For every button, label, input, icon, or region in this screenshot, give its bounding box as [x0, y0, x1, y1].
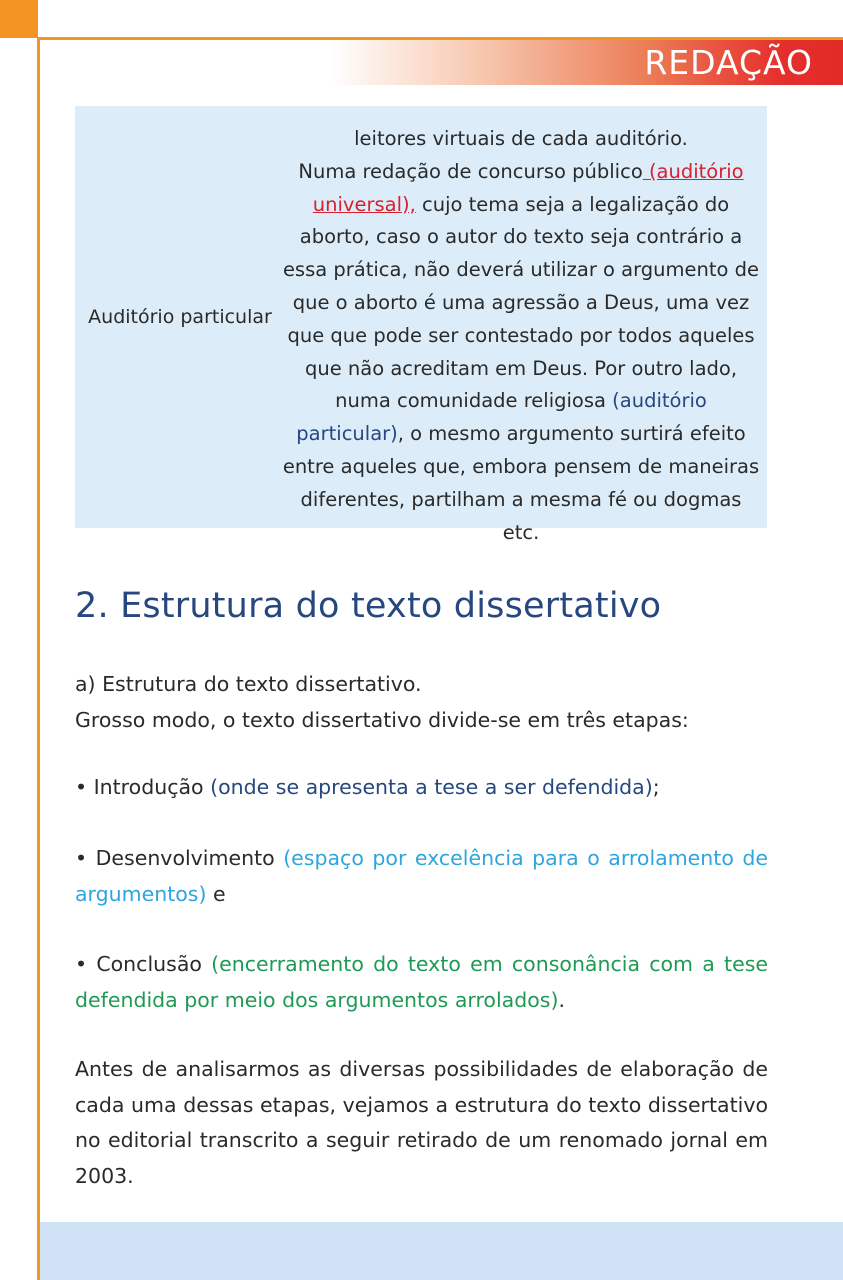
auditorio-universal-highlight: (auditório universal), — [312, 159, 744, 216]
section-header-bar — [330, 40, 843, 85]
bullet-conclusao — [75, 947, 768, 1018]
bullet-term: Conclusão — [96, 952, 212, 976]
section-heading: 2. Estrutura do texto dissertativo — [75, 586, 662, 626]
bullet-desc: (onde se apresenta a tese a ser defendida) — [210, 775, 653, 799]
bullet-term: Desenvolvimento — [95, 846, 284, 870]
bullet-tail: . — [558, 987, 565, 1012]
p2-text-c: , o mesmo argumento surtirá efeito entre aqueles que, embora pensem de maneiras diferentes, partilham a mesma fé ou dogmas etc. — [282, 422, 760, 544]
corner-accent — [0, 0, 38, 38]
bullet-tail: e — [206, 881, 226, 906]
footer-bar — [40, 1222, 843, 1280]
table-right-cell — [282, 123, 760, 549]
bullet-mark: • — [75, 846, 96, 870]
p2-text-b: cujo tema seja a legalização do aborto, caso o autor do texto seja contrário a essa prática, não deverá utilizar o argumento de que o aborto é uma agressão a Deus, uma vez que que pode ser contestado por todos aqueles que não acreditam em Deus. Por outro lado, numa comunidade religiosa — [282, 192, 760, 413]
section-title: REDAÇÃO — [644, 43, 813, 82]
bullet-tail: ; — [652, 775, 660, 799]
bullet-desc: (encerramento do texto em consonância com a tese defendida por meio dos argumentos arrolados) — [75, 952, 768, 1012]
right-cell-paragraph — [282, 156, 760, 550]
bullet-desc: (espaço por excelência para o arrolamento de argumentos) — [75, 846, 769, 906]
intro-line-2: Grosso modo, o texto dissertativo divide-se em três etapas: — [75, 707, 689, 732]
p2-text-a: Numa redação de concurso público — [298, 159, 643, 183]
bullet-term: Introdução — [93, 775, 211, 799]
bullet-desenvolvimento — [75, 841, 768, 912]
right-cell-line1: leitores virtuais de cada auditório. — [354, 127, 688, 150]
bullet-mark: • — [75, 952, 97, 976]
bullet-introducao — [75, 770, 768, 806]
auditorio-table — [75, 106, 767, 544]
intro-block — [75, 667, 768, 738]
closing-paragraph: Antes de analisarmos as diversas possibilidades de elaboração de cada uma dessas etapas, vejamos a estrutura do texto dissertativo no editorial transcrito a seguir retirado de um renomado jornal em 2003. — [75, 1057, 768, 1188]
left-rule — [37, 38, 40, 1280]
bullet-mark: • — [75, 775, 94, 799]
left-cell-label: Auditório particular — [88, 306, 272, 328]
table-left-cell — [75, 106, 285, 528]
intro-line-1: a) Estrutura do texto dissertativo. — [75, 672, 422, 696]
auditorio-particular-highlight: (auditório particular) — [296, 389, 707, 446]
